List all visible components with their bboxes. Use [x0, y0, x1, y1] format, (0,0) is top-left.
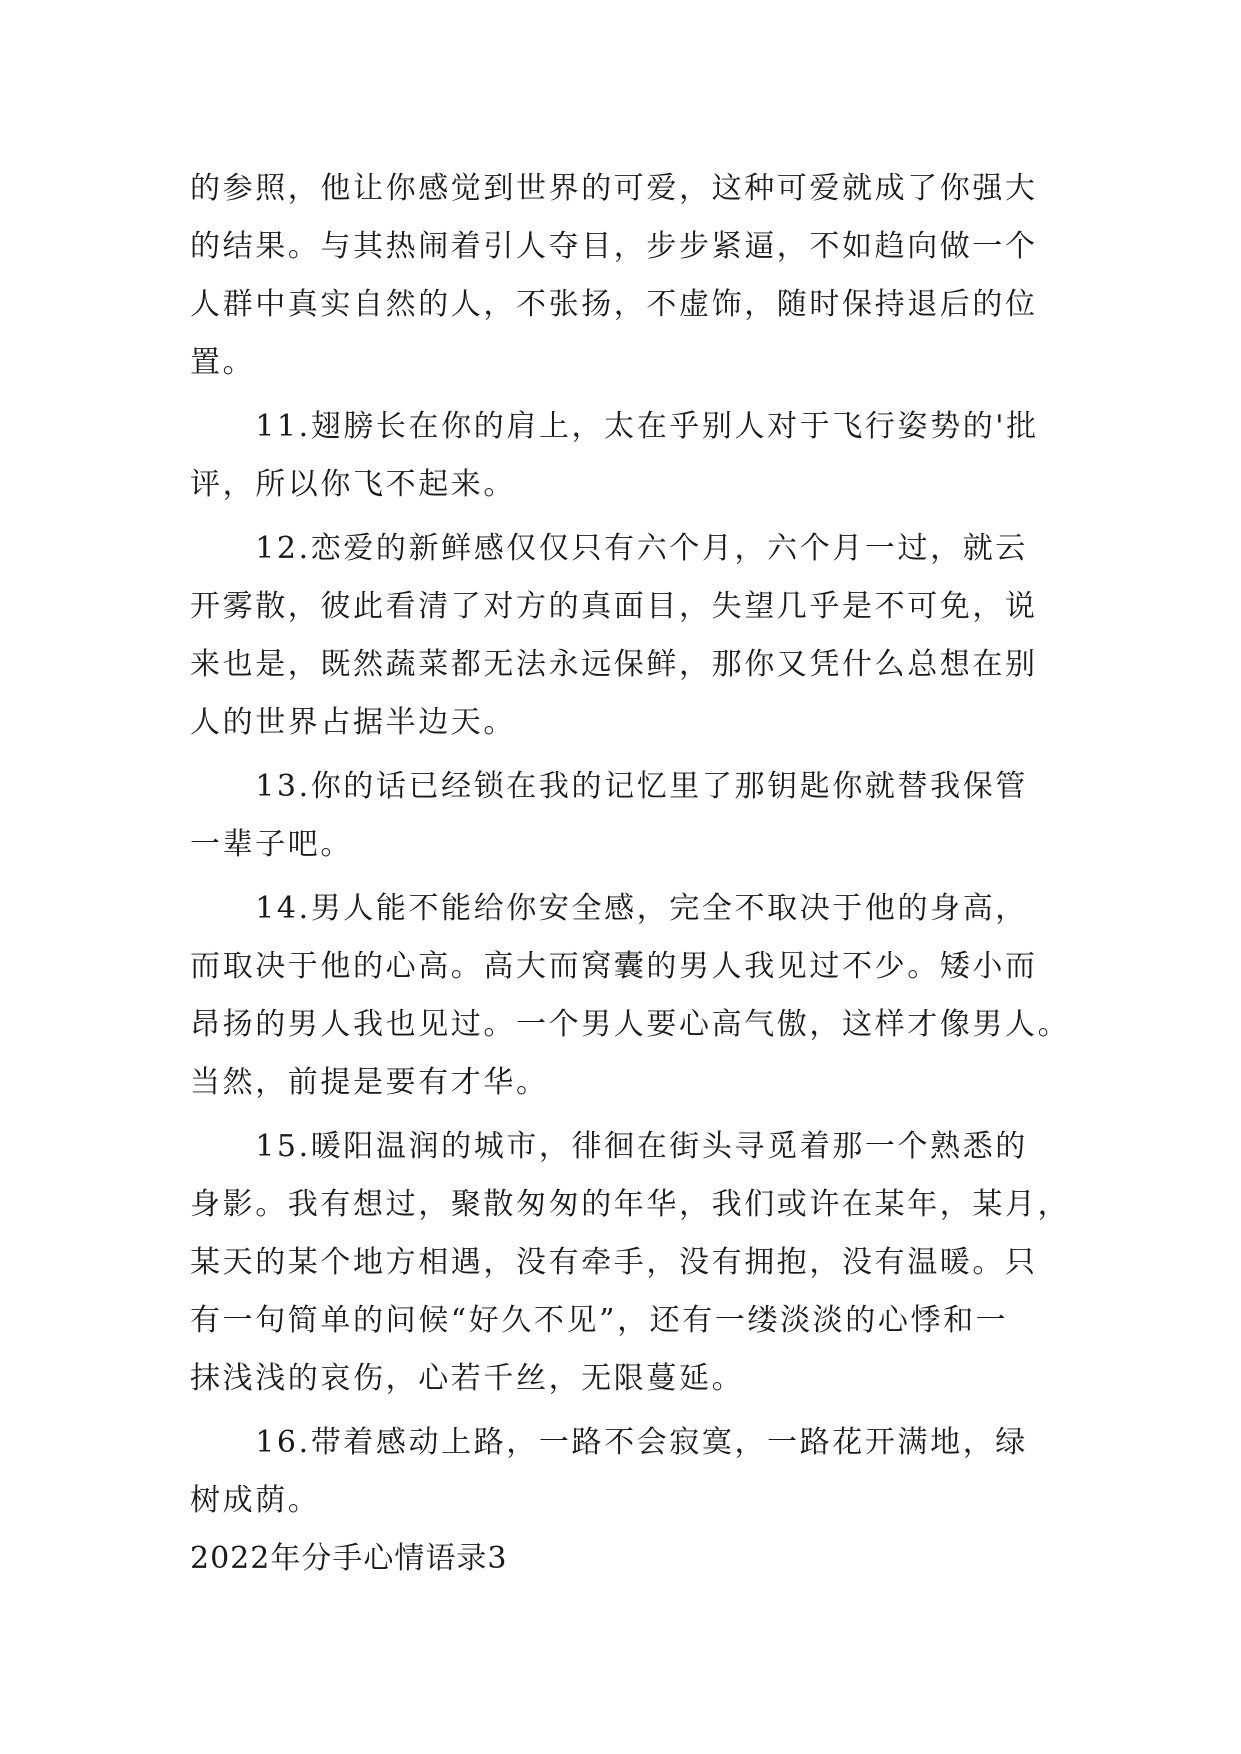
text-line: 11.翅膀长在你的肩上，太在乎别人对于飞行姿势的'批 [190, 409, 1039, 444]
section-heading: 2022年分手心情语录3 [190, 1541, 508, 1576]
text-line: 有一句简单的问候“好久不见”，还有一缕淡淡的心悸和一 [190, 1303, 1009, 1338]
text-line: 人的世界占据半边天。 [190, 705, 516, 740]
text-line: 评，所以你飞不起来。 [190, 467, 516, 502]
paragraph [190, 758, 1050, 874]
text-line: 来也是，既然蔬菜都无法永远保鲜，那你又凭什么总想在别 [190, 647, 1038, 682]
paragraph [190, 160, 1050, 392]
text-line: 置。 [190, 345, 256, 380]
paragraph [190, 1118, 1071, 1408]
text-line: 某天的某个地方相遇，没有牵手，没有拥抱，没有温暖。只 [190, 1245, 1038, 1280]
text-line: 13.你的话已经锁在我的记忆里了那钥匙你就替我保管 [190, 769, 1028, 804]
text-line: 而取决于他的心高。高大而窝囊的男人我见过不少。矮小而 [190, 949, 1038, 984]
document-page [190, 160, 1071, 1588]
text-line: 的参照，他让你感觉到世界的可爱，这种可爱就成了你强大 [190, 171, 1038, 206]
paragraph [190, 520, 1050, 752]
text-line: 昂扬的男人我也见过。一个男人要心高气傲，这样才像男人。 [190, 1007, 1071, 1042]
text-line: 开雾散，彼此看清了对方的真面目，失望几乎是不可免，说 [190, 589, 1038, 624]
paragraph [190, 398, 1050, 514]
text-line: 12.恋爱的新鲜感仅仅只有六个月，六个月一过，就云 [190, 531, 1028, 566]
text-line: 身影。我有想过，聚散匆匆的年华，我们或许在某年，某月， [190, 1187, 1071, 1222]
text-line: 15.暖阳温润的城市，徘徊在街头寻觅着那一个熟悉的 [190, 1129, 1028, 1164]
text-line: 抹浅浅的哀伤，心若千丝，无限蔓延。 [190, 1361, 745, 1396]
text-line: 树成荫。 [190, 1483, 321, 1518]
text-line: 的结果。与其热闹着引人夺目，步步紧逼，不如趋向做一个 [190, 229, 1038, 264]
text-line: 14.男人能不能给你安全感，完全不取决于他的身高， [190, 891, 1028, 926]
paragraph [190, 1414, 1050, 1530]
text-line: 当然，前提是要有才华。 [190, 1065, 549, 1100]
text-line: 一辈子吧。 [190, 827, 353, 862]
text-line: 人群中真实自然的人，不张扬，不虚饰，随时保持退后的位 [190, 287, 1038, 322]
text-line: 16.带着感动上路，一路不会寂寞，一路花开满地，绿 [190, 1425, 1028, 1460]
paragraph [190, 880, 1071, 1112]
